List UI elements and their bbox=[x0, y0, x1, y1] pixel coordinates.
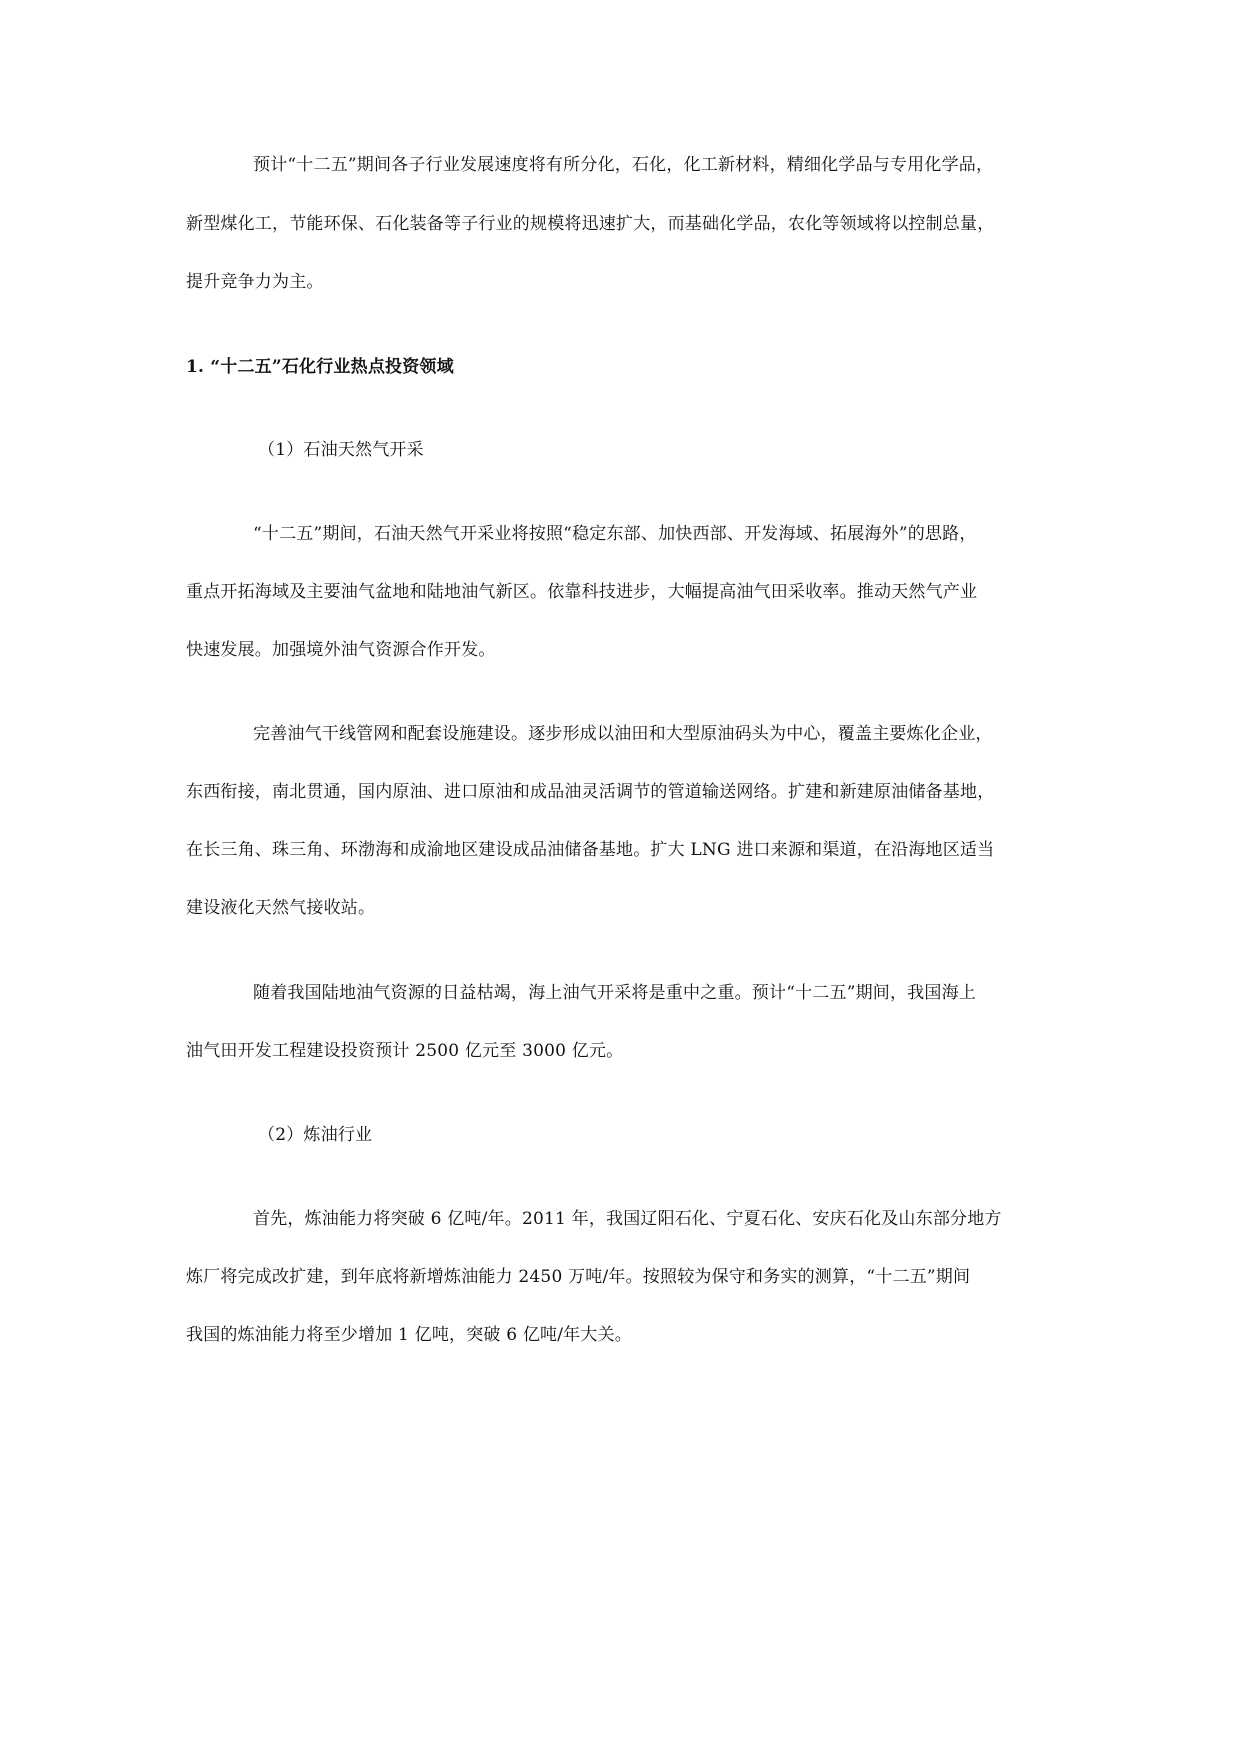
paragraph-line: 预计“十二五”期间各子行业发展速度将有所分化，石化，化工新材料，精细化学品与专用化学品， bbox=[253, 155, 994, 175]
paragraph-line: 快速发展。加强境外油气资源合作开发。 bbox=[186, 640, 496, 660]
subsection-heading: （2）炼油行业 bbox=[258, 1125, 373, 1145]
paragraph-line: 在长三角、珠三角、环渤海和成渝地区建设成品油储备基地。扩大 LNG 进口来源和渠道，在沿海地区适当 bbox=[186, 840, 995, 860]
paragraph-line: 油气田开发工程建设投资预计 2500 亿元至 3000 亿元。 bbox=[186, 1041, 624, 1061]
paragraph-line: 建设液化天然气接收站。 bbox=[186, 898, 376, 918]
paragraph-line: “十二五”期间，石油天然气开采业将按照“稳定东部、加快西部、开发海域、拓展海外”的思路， bbox=[253, 524, 977, 544]
paragraph-line: 重点开拓海域及主要油气盆地和陆地油气新区。依靠科技进步，大幅提高油气田采收率。推动天然气产业 bbox=[186, 582, 978, 602]
paragraph-line: 我国的炼油能力将至少增加 1 亿吨，突破 6 亿吨/年大关。 bbox=[186, 1325, 632, 1345]
paragraph-line: 提升竞争力为主。 bbox=[186, 272, 324, 292]
paragraph-line: 完善油气干线管网和配套设施建设。逐步形成以油田和大型原油码头为中心，覆盖主要炼化企业， bbox=[253, 724, 993, 744]
paragraph-line: 东西衔接，南北贯通，国内原油、进口原油和成品油灵活调节的管道输送网络。扩建和新建原油储备基地， bbox=[186, 782, 995, 802]
paragraph-line: 首先，炼油能力将突破 6 亿吨/年。2011 年，我国辽阳石化、宁夏石化、安庆石化及山东部分地方 bbox=[253, 1209, 1002, 1229]
paragraph-line: 随着我国陆地油气资源的日益枯竭，海上油气开采将是重中之重。预计“十二五”期间，我国海上 bbox=[253, 983, 976, 1003]
paragraph-line: 炼厂将完成改扩建，到年底将新增炼油能力 2450 万吨/年。按照较为保守和务实的测算，“十二五”期间 bbox=[186, 1267, 971, 1287]
paragraph-line: 新型煤化工，节能环保、石化装备等子行业的规模将迅速扩大，而基础化学品，农化等领域将以控制总量， bbox=[186, 214, 995, 234]
section-heading: 1. “十二五”石化行业热点投资领域 bbox=[186, 357, 454, 377]
subsection-heading: （1）石油天然气开采 bbox=[258, 440, 424, 460]
